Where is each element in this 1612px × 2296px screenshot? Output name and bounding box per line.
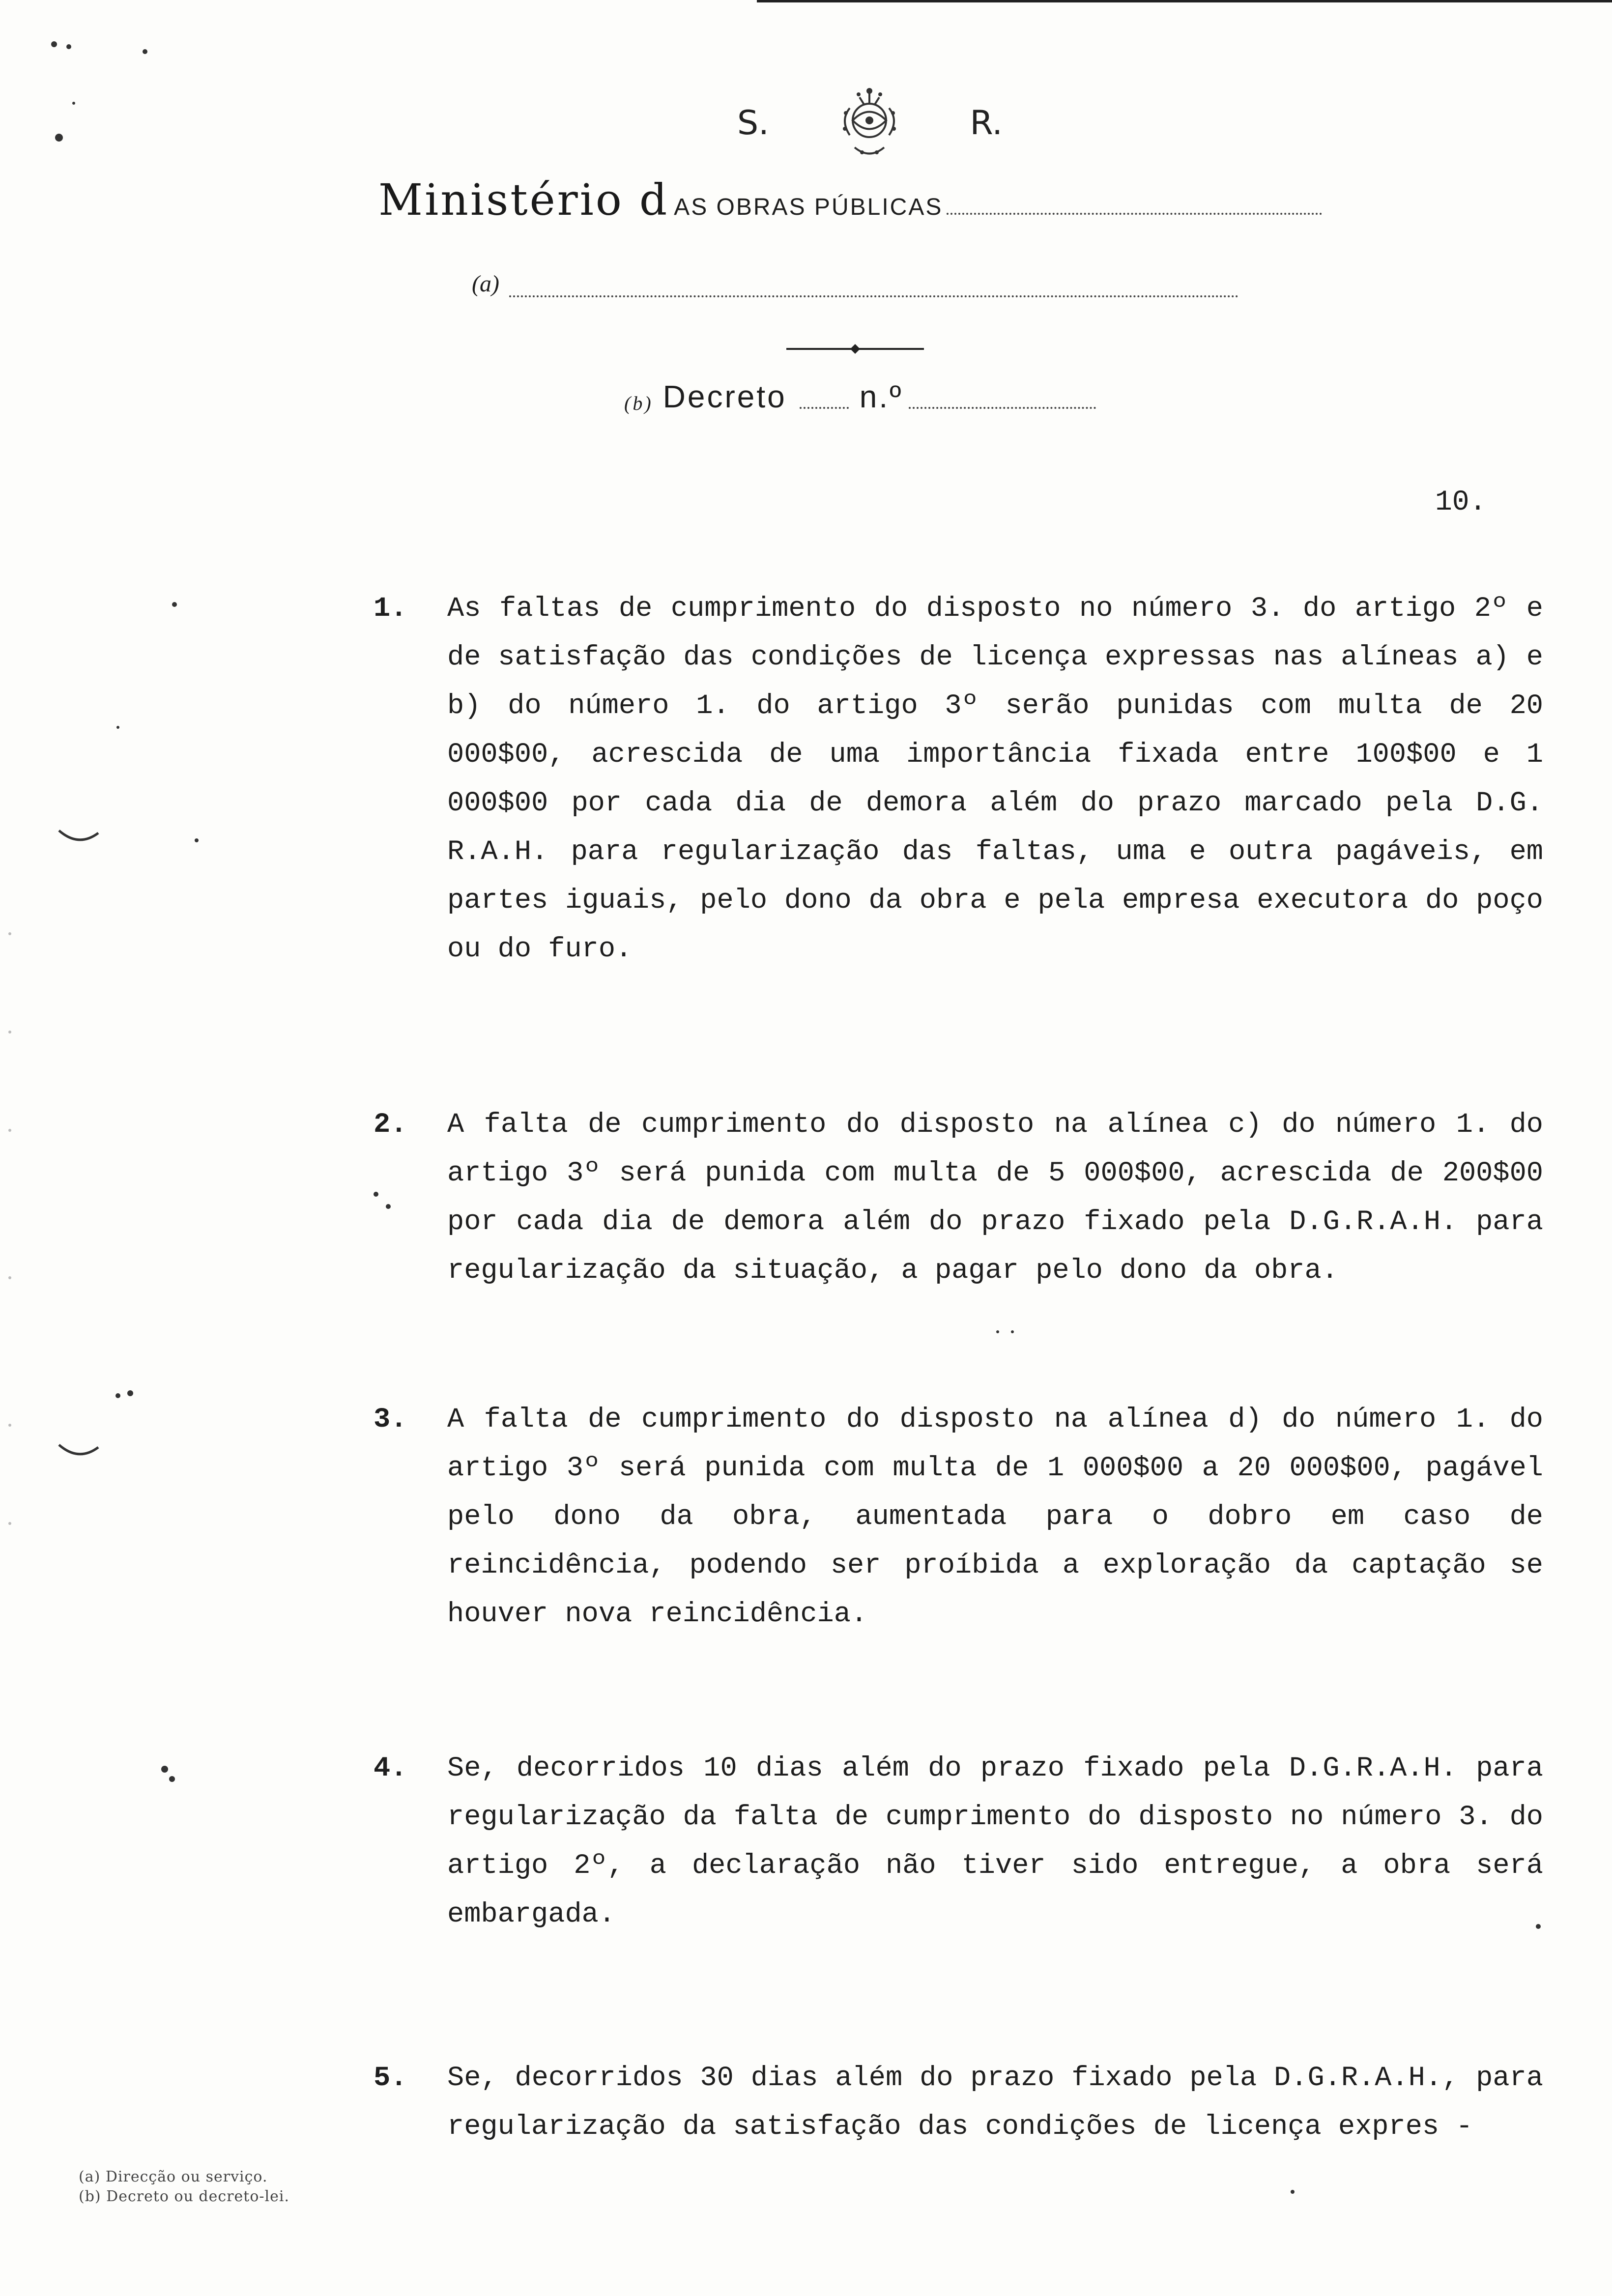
clause-text: As faltas de cumprimento do disposto no número 3. do artigo 2º e de satisfação das condições de licença expressas nas alíneas a) e b) do número 1. do artigo 3º serão punidas com multa de 20 000$00, acrescida de uma importância fixada entre 100$00 e 1 000$00 por cada dia de demora além do prazo marcado pela D.G. R.A.H. para regularização das faltas, uma e outra pagáveis, em partes iguais, pelo dono da obra e pela empresa executora do poço ou do furo. xyxy=(447,593,1543,965)
dotted-line xyxy=(509,281,1238,297)
clause-text: Se, decorridos 30 dias além do prazo fixado pela D.G.R.A.H., para regularização da satisfação das condições de licença expres - xyxy=(447,2063,1543,2143)
dotted-line xyxy=(800,407,849,409)
service-line xyxy=(472,270,1238,297)
seal-right-letter: R. xyxy=(970,103,1003,143)
footnote-b: (b) Decreto ou decreto-lei. xyxy=(79,2188,290,2205)
page-number: 10. xyxy=(1435,487,1487,518)
ministry-prefix: Ministério d xyxy=(378,174,669,225)
clause-text: A falta de cumprimento do disposto na alínea c) do número 1. do artigo 3º será punida com multa de 5 000$00, acrescida de 200$00 por cada dia de demora além do prazo fixado pela D.G.R.A.H. para regularização da situação, a pagar pelo dono da obra. xyxy=(447,1109,1543,1287)
coat-of-arms-icon xyxy=(820,74,919,172)
seal-left-letter: S. xyxy=(737,103,769,143)
clause-number: 1. xyxy=(374,593,407,625)
dotted-line xyxy=(947,208,1322,215)
clause-number: 2. xyxy=(374,1109,407,1141)
decree-marker: (b) xyxy=(624,392,653,414)
seal-row xyxy=(737,74,1003,172)
divider-ornament-icon xyxy=(781,339,929,359)
service-line-label: (a) xyxy=(472,271,499,297)
footnotes xyxy=(79,2167,289,2207)
footnote-a: (a) Direcção ou serviço. xyxy=(79,2168,268,2185)
top-rule xyxy=(757,0,1612,2)
clause-text: A falta de cumprimento do disposto na alínea d) do número 1. do artigo 3º será punida com multa de 1 000$00 a 20 000$00, pagável pelo dono da obra, aumentada para o dobro em caso de reincidência, podendo ser proíbida a exploração da captação se houver nova reincidência. xyxy=(447,1404,1543,1630)
ministry-line xyxy=(378,174,1322,225)
clause-number: 4. xyxy=(374,1753,407,1784)
decree-label: Decreto xyxy=(662,379,787,414)
clause-text: Se, decorridos 10 dias além do prazo fixado pela D.G.R.A.H. para regularização da falta de cumprimento do disposto no número 3. do artigo 2º, a declaração não tiver sido entregue, a obra será embargada. xyxy=(447,1753,1543,1930)
clause-number: 5. xyxy=(374,2063,407,2094)
decree-number-label: n.º xyxy=(859,379,903,414)
decree-line xyxy=(624,378,1096,415)
ministry-name: AS OBRAS PÚBLICAS xyxy=(674,194,943,220)
clause-number: 3. xyxy=(374,1404,407,1435)
dotted-line xyxy=(909,407,1096,409)
